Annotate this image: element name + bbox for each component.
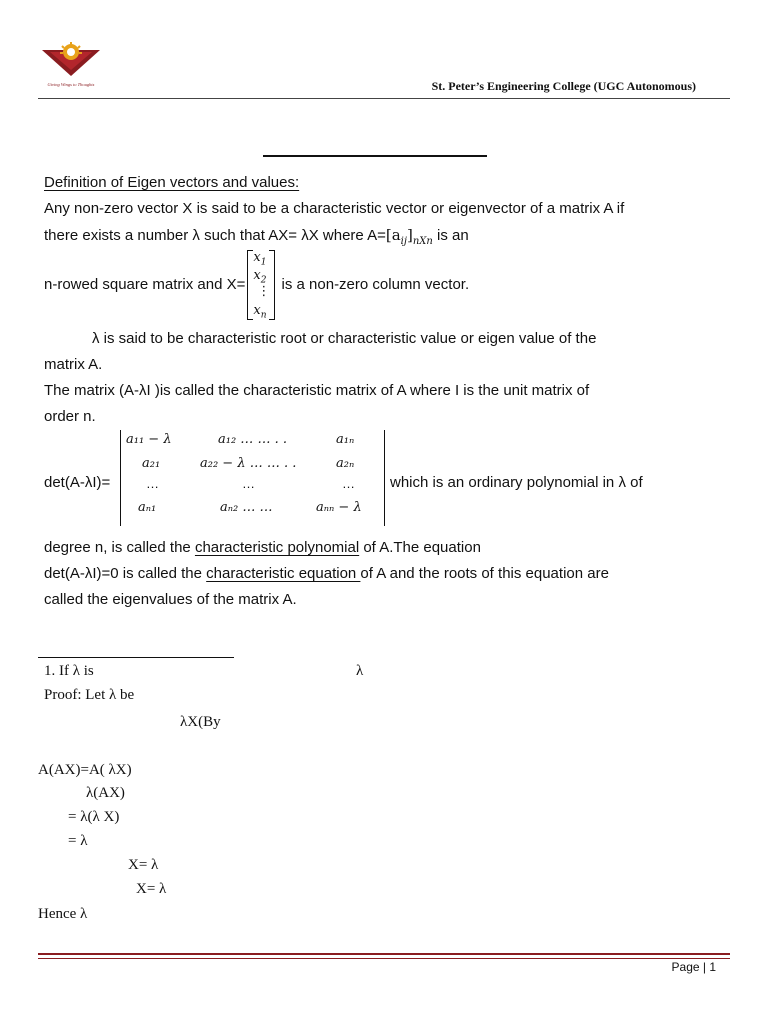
matrix-a-order: nXn: [412, 236, 433, 247]
college-name: St. Peter’s Engineering College (UGC Autonomous): [431, 79, 696, 93]
proof-line-3: λX(By: [180, 714, 221, 730]
proof-rule: [38, 657, 234, 658]
definition-line-8: degree n, is called the characteristic polynomial of A.The equation: [44, 539, 481, 556]
title-underline: [263, 155, 487, 157]
vector-element-2: $x_2$: [253, 268, 267, 286]
definition-line-5: matrix A.: [44, 356, 103, 373]
header-divider: [38, 98, 730, 99]
proof-line-10: Hence λ: [38, 906, 88, 922]
footer-divider-thin: [38, 958, 730, 959]
det-after-text: which is an ordinary polynomial in λ of: [390, 474, 643, 491]
matrix-a-index: ij: [400, 236, 407, 247]
det-cell-3-1: …: [146, 476, 159, 491]
proof-line-1: 1. If λ is: [44, 663, 94, 679]
det-label: det(A-λI)=: [44, 474, 111, 491]
proof-line-1-right: λ: [356, 663, 364, 679]
det-right-bar: [384, 430, 385, 526]
column-vector-x: [247, 250, 275, 320]
definition-line-10: called the eigenvalues of the matrix A.: [44, 591, 297, 608]
matrix-a-close: ]: [406, 226, 413, 244]
definition-line-3-end: is a non-zero column vector.: [277, 276, 470, 293]
definition-line-3-text: n-rowed square matrix and X=: [44, 276, 246, 293]
det-cell-1-n: a₁ₙ: [336, 432, 355, 447]
definition-line-1: Any non-zero vector X is said to be a characteristic vector or eigenvector of a matrix A if: [44, 200, 625, 217]
vector-ellipsis: ⋮: [257, 283, 271, 299]
definition-line-6: The matrix (A-λI )is called the characteristic matrix of A where I is the unit matrix of: [44, 382, 590, 399]
vector-element-n: $x_n$: [253, 303, 267, 321]
det-cell-1-1: a₁₁ − λ: [126, 432, 172, 447]
logo-tagline: Giving Wings to Thoughts: [47, 82, 95, 87]
proof-line-9: X= λ: [136, 881, 167, 897]
proof-line-8: X= λ: [128, 857, 159, 873]
det-cell-3-n: …: [342, 476, 355, 491]
det-cell-3-2: …: [242, 476, 255, 491]
det-cell-n-2: aₙ₂ … …: [220, 500, 273, 515]
section-heading: Definition of Eigen vectors and values:: [44, 174, 300, 191]
term-characteristic-equation: characteristic equation: [206, 565, 361, 582]
college-logo: [40, 42, 102, 88]
matrix-a-open: [a: [385, 226, 401, 244]
page-number: Page | 1: [671, 960, 716, 974]
definition-line-2-text: there exists a number λ such that AX= λX where A=: [44, 227, 386, 244]
definition-line-7: order n.: [44, 408, 96, 425]
characteristic-determinant: [120, 430, 385, 526]
footer-divider-thick: [38, 953, 730, 955]
det-left-bar: [120, 430, 121, 526]
proof-line-6: = λ(λ X): [68, 809, 120, 825]
matrix-a-notation: [385, 226, 433, 247]
proof-line-7: = λ: [68, 833, 88, 849]
definition-line-3: [44, 250, 469, 320]
term-characteristic-polynomial: characteristic polynomial: [194, 539, 360, 556]
det-cell-n-1: aₙ₁: [138, 500, 157, 515]
proof-line-5: λ(AX): [86, 785, 125, 801]
det-cell-2-2: a₂₂ − λ … … . .: [200, 456, 297, 471]
definition-line-2-end: is an: [432, 227, 469, 244]
vector-element-1: $x_1$: [253, 250, 267, 268]
proof-line-4: A(AX)=A( λX): [38, 762, 132, 778]
det-cell-2-1: a₂₁: [142, 456, 161, 471]
definition-line-4: λ is said to be characteristic root or characteristic value or eigen value of the: [92, 330, 597, 347]
det-cell-n-n: aₙₙ − λ: [316, 500, 362, 515]
definition-line-9: det(A-λI)=0 is called the characteristic equation of A and the roots of this equation are: [44, 565, 609, 582]
det-cell-2-n: a₂ₙ: [336, 456, 355, 471]
det-cell-1-2: a₁₂ … … . .: [218, 432, 287, 447]
proof-line-2: Proof: Let λ be: [44, 687, 135, 703]
